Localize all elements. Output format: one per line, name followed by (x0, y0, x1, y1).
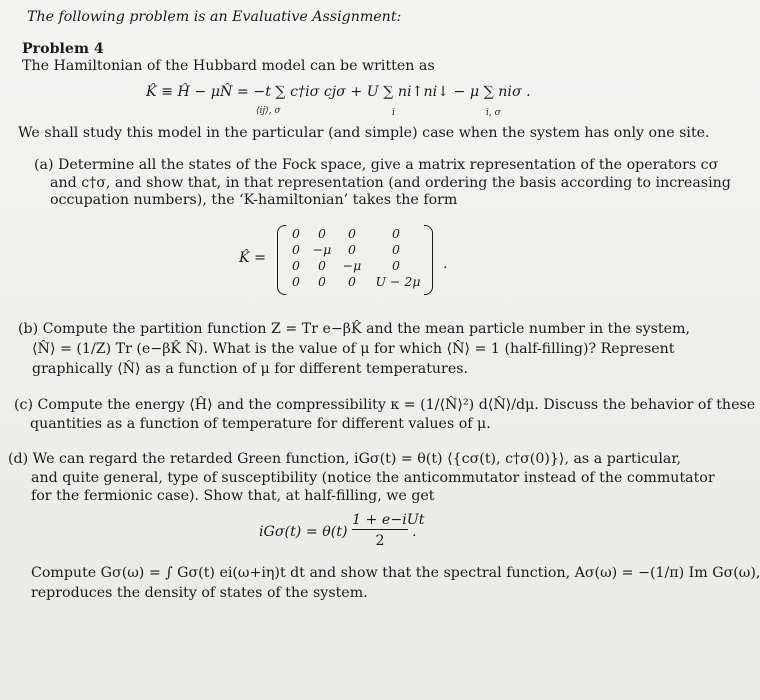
green-function-lhs: iGσ(t) = θ(t) (259, 524, 348, 540)
matrix-cell: 0 (292, 226, 300, 241)
matrix-cell: 0 (292, 258, 300, 273)
part-d-line-3: for the fermionic case). Show that, at half-filling, we get (31, 488, 435, 504)
matrix-cell: 0 (318, 226, 326, 241)
matrix-end-period: . (443, 256, 448, 272)
hamiltonian-formula: K̂ ≡ Ĥ − μN̂ = −t ∑ c†iσ cjσ + U ∑ ni↑ni↓ − μ ∑ niσ . (146, 84, 531, 100)
intro-text: The Hamiltonian of the Hubbard model can be written as (22, 58, 435, 74)
matrix-cell: 0 (392, 226, 400, 241)
matrix-cell: 0 (348, 274, 356, 289)
green-function-end: . (412, 524, 417, 540)
hamiltonian-subscript-3: i, σ (486, 108, 501, 118)
matrix-cell: −μ (312, 242, 332, 257)
assignment-header: The following problem is an Evaluative Assignment: (27, 9, 402, 25)
matrix-cell: 0 (292, 274, 300, 289)
green-function-denominator: 2 (375, 533, 385, 549)
hamiltonian-subscript-2: i (392, 108, 395, 118)
matrix-cell: −μ (342, 258, 362, 273)
part-b-line-3: graphically ⟨N̂⟩ as a function of μ for different temperatures. (32, 361, 469, 377)
part-c-line-1: (c) Compute the energy ⟨Ĥ⟩ and the compressibility κ = (1/⟨N̂⟩²) d⟨N̂⟩/dμ. Discuss the behavior of these (14, 397, 756, 413)
part-a-line-1: (a) Determine all the states of the Fock space, give a matrix representation of the operators cσ (34, 157, 719, 173)
part-a-line-2: and c†σ, and show that, in that representation (and ordering the basis according to increasing (50, 175, 731, 191)
study-line: We shall study this model in the particular (and simple) case when the system has only one site. (18, 125, 710, 141)
matrix-cell: 0 (292, 242, 300, 257)
part-b-line-1: (b) Compute the partition function Z = Tr e−βK̂ and the mean particle number in the system, (18, 321, 690, 337)
part-d-final-line-1: Compute Gσ(ω) = ∫ Gσ(t) ei(ω+iη)t dt and show that the spectral function, Aσ(ω) = −(1/π) Im Gσ(ω), (31, 565, 760, 581)
hamiltonian-subscript-1: ⟨ij⟩, σ (256, 106, 281, 116)
k-matrix (277, 225, 433, 293)
matrix-row (277, 258, 433, 275)
problem-title: Problem 4 (22, 41, 104, 57)
matrix-cell: U − 2μ (375, 274, 421, 289)
part-d-final-line-2: reproduces the density of states of the system. (31, 585, 368, 601)
part-a-line-3: occupation numbers), the ‘K-hamiltonian’ takes the form (50, 192, 458, 208)
green-function-numerator: 1 + e−iUt (352, 512, 425, 528)
matrix-row (277, 242, 433, 259)
matrix-cell: 0 (318, 274, 326, 289)
matrix-cell: 0 (392, 258, 400, 273)
matrix-row (277, 274, 433, 291)
part-d-line-2: and quite general, type of susceptibility (notice the anticommutator instead of the commutator (31, 470, 715, 486)
matrix-row (277, 226, 433, 243)
matrix-cell: 0 (318, 258, 326, 273)
matrix-cell: 0 (392, 242, 400, 257)
k-matrix-lhs: K̂ = (239, 250, 266, 266)
part-c-line-2: quantities as a function of temperature for different values of μ. (30, 416, 491, 432)
part-b-line-2: ⟨N̂⟩ = (1/Z) Tr (e−βK̂ N̂). What is the value of μ for which ⟨N̂⟩ = 1 (half-filling)? Represent (32, 341, 675, 357)
part-d-line-1: (d) We can regard the retarded Green function, iGσ(t) = θ(t) ⟨{cσ(t), c†σ(0)}⟩, as a particular, (8, 451, 682, 467)
matrix-cell: 0 (348, 242, 356, 257)
matrix-cell: 0 (348, 226, 356, 241)
